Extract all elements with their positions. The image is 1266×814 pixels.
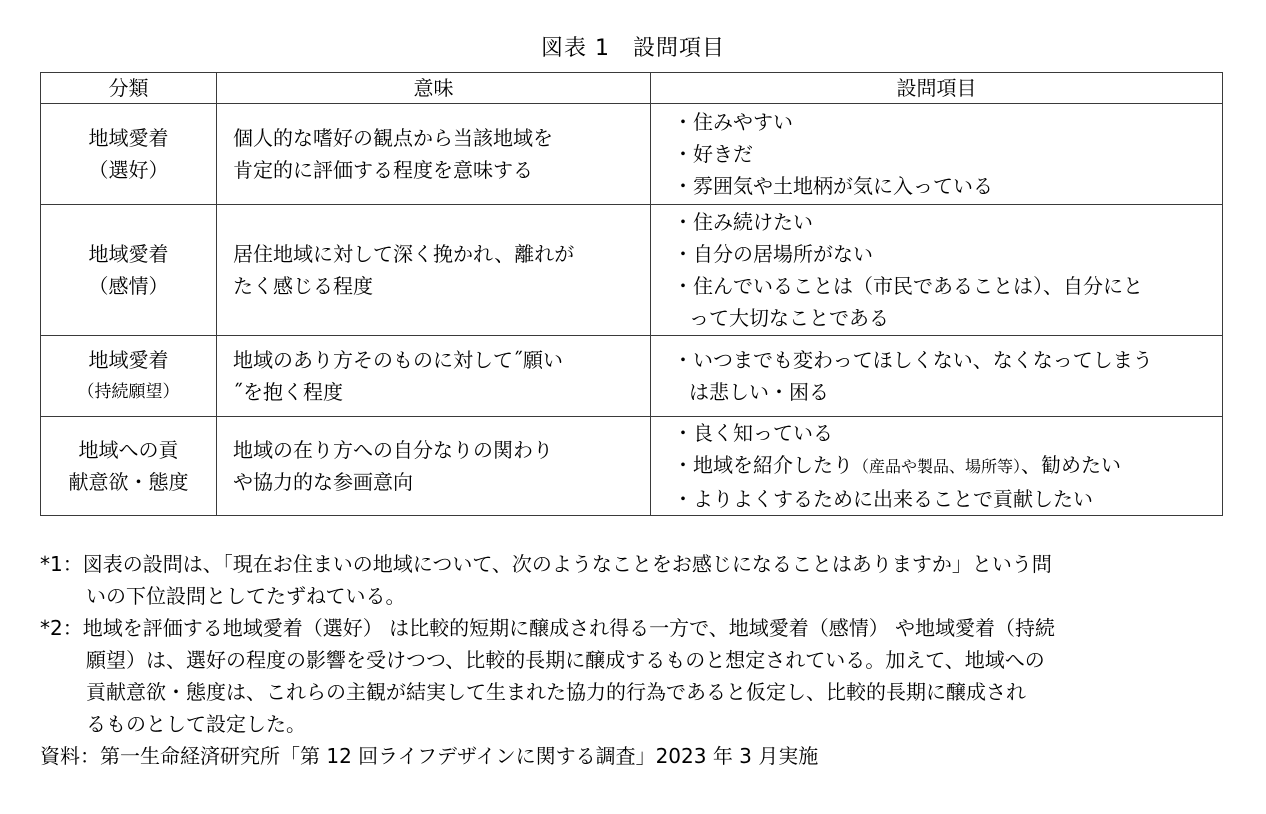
question-items-cell <box>651 417 1223 516</box>
meaning-line: 居住地域に対して深く挽かれ、離れが <box>233 242 575 266</box>
category-label: 地域愛着 <box>88 242 169 266</box>
footnote-continuation: 願望）は、選好の程度の影響を受けつつ、比較的長期に醸成するものと想定されている。加えて、地域への <box>86 648 1045 672</box>
question-item: ・住みやすい <box>673 110 793 134</box>
question-items-cell <box>651 205 1223 336</box>
category-cell <box>41 336 217 417</box>
figure-title: 図表 1 設問項目 <box>541 36 725 61</box>
question-item: ・自分の居場所がない <box>673 242 873 266</box>
footnote-text: 地域を評価する地域愛着（選好） は比較的短期に醸成され得る一方で、地域愛着（感情） や地域愛着（持続 <box>82 616 1056 640</box>
category-label: 献意欲・態度 <box>68 470 189 494</box>
footnote-text: 図表の設問は、「現在お住まいの地域について、次のようなことをお感じになることはありますか」という問 <box>82 552 1052 576</box>
footnote-continuation: いの下位設問としてたずねている。 <box>86 584 406 608</box>
question-item-text: ・いつまでも変わってほしくない、なくなってしまう <box>673 348 1153 372</box>
meaning-cell <box>217 104 651 205</box>
meaning-line: ˝を抱く程度 <box>233 380 343 404</box>
question-item-continuation: って大切なことである <box>689 306 889 330</box>
question-item: ・住み続けたい <box>673 210 813 234</box>
category-label: 地域愛着 <box>88 126 169 150</box>
footnote-continuation: るものとして設定した。 <box>86 712 306 736</box>
question-item: ・よりよくするために出来ることで貢献したい <box>673 487 1093 511</box>
footnote-2 <box>40 612 1226 740</box>
header-question-items: 設問項目 <box>651 73 1223 104</box>
footnote-1 <box>40 548 1226 612</box>
survey-items-table <box>40 72 1223 516</box>
category-label: 地域への貢 <box>78 438 179 462</box>
header-meaning: 意味 <box>217 73 651 104</box>
footnote-continuation: 貢献意欲・態度は、これらの主観が結実して生まれた協力的行為であると仮定し、比較的長期に醸成され <box>86 680 1026 704</box>
table-header-row <box>41 73 1223 104</box>
meaning-cell <box>217 205 651 336</box>
question-item <box>673 270 1212 334</box>
table-row <box>41 104 1223 205</box>
category-cell <box>41 104 217 205</box>
question-item-note: （産品や製品、場所等） <box>853 457 1022 476</box>
source-note: 資料：第一生命経済研究所「第 12 回ライフデザインに関する調査」2023 年 3 月実施 <box>40 744 819 768</box>
table-row <box>41 205 1223 336</box>
meaning-line: 地域の在り方への自分なりの関わり <box>233 438 553 462</box>
category-sublabel: （感情） <box>88 274 169 298</box>
question-items-cell <box>651 336 1223 417</box>
meaning-cell <box>217 336 651 417</box>
header-category: 分類 <box>41 73 217 104</box>
meaning-line: 地域のあり方そのものに対して˝願い <box>233 348 563 372</box>
question-item-text: 、勧めたい <box>1021 453 1122 477</box>
category-cell <box>41 417 217 516</box>
meaning-line: 肯定的に評価する程度を意味する <box>233 158 533 182</box>
meaning-line: 個人的な嗜好の観点から当該地域を <box>233 126 553 150</box>
question-item: ・好きだ <box>673 142 753 166</box>
category-cell <box>41 205 217 336</box>
meaning-cell <box>217 417 651 516</box>
question-item-text: ・地域を紹介したり <box>673 453 853 477</box>
question-item-text: ・住んでいることは（市民であることは）、自分にと <box>673 274 1143 298</box>
table-row <box>41 336 1223 417</box>
meaning-line: たく感じる程度 <box>233 274 373 298</box>
footnote-marker: *1： <box>40 552 83 576</box>
category-sublabel: （持続願望） <box>77 382 180 402</box>
question-item <box>673 344 1212 408</box>
footnotes <box>40 548 1226 772</box>
table-row <box>41 417 1223 516</box>
question-item <box>673 449 1212 483</box>
question-items-cell <box>651 104 1223 205</box>
question-item: ・良く知っている <box>673 421 833 445</box>
question-item-continuation: は悲しい・困る <box>689 380 829 404</box>
category-sublabel: （選好） <box>88 158 169 182</box>
category-label: 地域愛着 <box>88 348 169 372</box>
footnote-marker: *2： <box>40 616 83 640</box>
meaning-line: や協力的な参画意向 <box>233 470 413 494</box>
question-item: ・雰囲気や土地柄が気に入っている <box>673 174 993 198</box>
